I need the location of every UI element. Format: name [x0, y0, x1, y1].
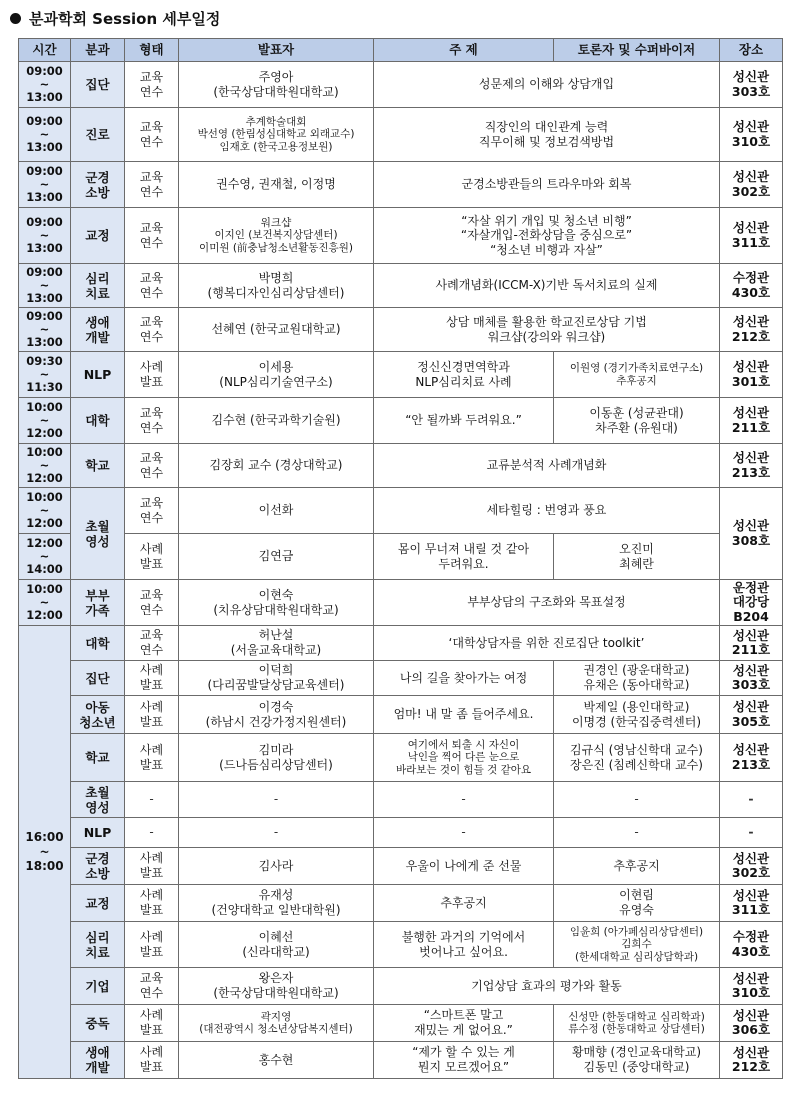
place-cell: 운정관 대강당 B204 [720, 580, 783, 626]
place-cell: 성신관 212호 [720, 1042, 783, 1079]
field-cell: 집단 [71, 62, 125, 108]
topic-cell: 군경소방관들의 트라우마와 회복 [374, 162, 720, 208]
place-cell: 성신관 306호 [720, 1005, 783, 1042]
table-row [19, 626, 783, 661]
type-cell: 교육 연수 [125, 626, 179, 661]
presenter-cell: 김사라 [179, 848, 374, 885]
type-cell: 교육 연수 [125, 308, 179, 352]
place-cell: 성신관 305호 [720, 696, 783, 734]
type-cell: - [125, 818, 179, 848]
time-cell: 10:00 ~ 12:00 [19, 398, 71, 444]
header-place: 장소 [720, 39, 783, 62]
field-cell: 대학 [71, 398, 125, 444]
table-row [19, 848, 783, 885]
presenter-cell: 이경숙 (하남시 건강가정지원센터) [179, 696, 374, 734]
type-cell: 사례 발표 [125, 352, 179, 398]
time-cell: 09:30 ~ 11:30 [19, 352, 71, 398]
presenter-cell: 곽지영 (대전광역시 청소년상담복지센터) [179, 1005, 374, 1042]
type-cell: 사례 발표 [125, 1005, 179, 1042]
table-row [19, 1042, 783, 1079]
topic-cell: “제가 할 수 있는 게 뭔지 모르겠어요” [374, 1042, 554, 1079]
presenter-cell: 워크샵 이지인 (보건복지상담센터) 이미원 (前충남청소년활동진흥원) [179, 208, 374, 264]
presenter-cell: - [179, 782, 374, 818]
time-cell: 10:00 ~ 12:00 [19, 580, 71, 626]
discussant-cell: 박제일 (용인대학교) 이명경 (한국집중력센터) [554, 696, 720, 734]
table-row [19, 1005, 783, 1042]
presenter-cell: - [179, 818, 374, 848]
field-cell: 교정 [71, 208, 125, 264]
table-row [19, 534, 783, 580]
presenter-cell: 추계학술대회 박선영 (한림성심대학교 외래교수) 임재호 (한국고용정보원) [179, 108, 374, 162]
place-cell: 성신관 303호 [720, 62, 783, 108]
type-cell: 교육 연수 [125, 108, 179, 162]
type-cell: 사례 발표 [125, 696, 179, 734]
topic-cell: 나의 길을 찾아가는 여정 [374, 661, 554, 696]
place-cell: 성신관 212호 [720, 308, 783, 352]
place-cell: 성신관 211호 [720, 626, 783, 661]
presenter-cell: 이혜선 (신라대학교) [179, 922, 374, 968]
type-cell: 교육 연수 [125, 208, 179, 264]
field-cell: 대학 [71, 626, 125, 661]
presenter-cell: 권수영, 권재철, 이정명 [179, 162, 374, 208]
discussant-cell: 이동훈 (성균관대) 차주환 (유원대) [554, 398, 720, 444]
field-cell: NLP [71, 352, 125, 398]
field-cell: 기업 [71, 968, 125, 1005]
type-cell: 사례 발표 [125, 661, 179, 696]
topic-cell: 직장인의 대인관계 능력 직무이해 및 정보검색방법 [374, 108, 720, 162]
header-time: 시간 [19, 39, 71, 62]
type-cell: 사례 발표 [125, 922, 179, 968]
presenter-cell: 유재성 (건양대학교 일반대학원) [179, 885, 374, 922]
topic-cell: 세타힐링 : 번영과 풍요 [374, 488, 720, 534]
topic-cell: 추후공지 [374, 885, 554, 922]
table-row [19, 308, 783, 352]
type-cell: 교육 연수 [125, 398, 179, 444]
presenter-cell: 김수현 (한국과학기술원) [179, 398, 374, 444]
topic-cell: - [374, 818, 554, 848]
place-cell: - [720, 782, 783, 818]
topic-cell: ‘대학상담자를 위한 진로집단 toolkit’ [374, 626, 720, 661]
place-cell: 성신관 311호 [720, 885, 783, 922]
type-cell: 사례 발표 [125, 1042, 179, 1079]
type-cell: 사례 발표 [125, 734, 179, 782]
time-cell: 09:00 ~ 13:00 [19, 264, 71, 308]
page-title-text: 분과학회 Session 세부일정 [29, 9, 221, 28]
discussant-cell: 김규식 (영남신학대 교수) 장은진 (침례신학대 교수) [554, 734, 720, 782]
presenter-cell: 박명희 (행복디자인심리상담센터) [179, 264, 374, 308]
place-cell: 성신관 213호 [720, 734, 783, 782]
topic-cell: 교류분석적 사례개념화 [374, 444, 720, 488]
place-cell: 성신관 303호 [720, 661, 783, 696]
time-cell: 09:00 ~ 13:00 [19, 62, 71, 108]
topic-cell: 성문제의 이해와 상담개입 [374, 62, 720, 108]
topic-cell: “스마트폰 말고 재밌는 게 없어요.” [374, 1005, 554, 1042]
header-topic: 주 제 [374, 39, 554, 62]
type-cell: - [125, 782, 179, 818]
place-cell: 성신관 302호 [720, 162, 783, 208]
field-cell: 생애 개발 [71, 308, 125, 352]
presenter-cell: 이세용 (NLP심리기술연구소) [179, 352, 374, 398]
time-cell: 10:00 ~ 12:00 [19, 444, 71, 488]
field-cell: 심리 치료 [71, 264, 125, 308]
table-row [19, 264, 783, 308]
header-type: 형태 [125, 39, 179, 62]
type-cell: 교육 연수 [125, 580, 179, 626]
table-row [19, 208, 783, 264]
header-presenter: 발표자 [179, 39, 374, 62]
table-row [19, 968, 783, 1005]
discussant-cell: 이현림 유영숙 [554, 885, 720, 922]
type-cell: 사례 발표 [125, 848, 179, 885]
topic-cell: “안 될까봐 두려워요.” [374, 398, 554, 444]
field-cell: 부부 가족 [71, 580, 125, 626]
time-cell: 16:00 ~ 18:00 [19, 626, 71, 1079]
topic-cell: “자살 위기 개입 및 청소년 비행” “자살개입-전화상담을 중심으로” “청소년 비행과 자살” [374, 208, 720, 264]
topic-cell: 엄마! 내 말 좀 들어주세요. [374, 696, 554, 734]
place-cell: 성신관 310호 [720, 968, 783, 1005]
field-cell: 집단 [71, 661, 125, 696]
table-row [19, 62, 783, 108]
time-cell: 09:00 ~ 13:00 [19, 162, 71, 208]
table-row [19, 818, 783, 848]
presenter-cell: 이덕희 (다리꿈발달상담교육센터) [179, 661, 374, 696]
type-cell: 교육 연수 [125, 488, 179, 534]
field-cell: 초월 영성 [71, 782, 125, 818]
field-cell: 초월 영성 [71, 488, 125, 580]
time-cell: 12:00 ~ 14:00 [19, 534, 71, 580]
topic-cell: 정신신경면역학과 NLP심리치료 사례 [374, 352, 554, 398]
presenter-cell: 홍수현 [179, 1042, 374, 1079]
topic-cell: 부부상담의 구조화와 목표설정 [374, 580, 720, 626]
type-cell: 사례 발표 [125, 885, 179, 922]
table-row [19, 922, 783, 968]
presenter-cell: 이현숙 (치유상담대학원대학교) [179, 580, 374, 626]
discussant-cell: 이원영 (경기가족치료연구소) 추후공지 [554, 352, 720, 398]
presenter-cell: 주영아 (한국상담대학원대학교) [179, 62, 374, 108]
discussant-cell: - [554, 818, 720, 848]
place-cell: 성신관 211호 [720, 398, 783, 444]
field-cell: 중독 [71, 1005, 125, 1042]
time-cell: 09:00 ~ 13:00 [19, 208, 71, 264]
type-cell: 교육 연수 [125, 162, 179, 208]
table-row [19, 734, 783, 782]
table-row [19, 782, 783, 818]
presenter-cell: 김연금 [179, 534, 374, 580]
table-row [19, 444, 783, 488]
table-row [19, 696, 783, 734]
topic-cell: 기업상담 효과의 평가와 활동 [374, 968, 720, 1005]
time-cell: 09:00 ~ 13:00 [19, 308, 71, 352]
type-cell: 교육 연수 [125, 444, 179, 488]
time-cell: 10:00 ~ 12:00 [19, 488, 71, 534]
discussant-cell: 오진미 최혜란 [554, 534, 720, 580]
field-cell: 진로 [71, 108, 125, 162]
presenter-cell: 김미라 (드나듬심리상담센터) [179, 734, 374, 782]
topic-cell: 상담 매체를 활용한 학교진로상담 기법 워크샵(강의와 워크샵) [374, 308, 720, 352]
place-cell: - [720, 818, 783, 848]
discussant-cell: 임윤희 (아가페심리상담센터) 김희수 (한세대학교 심리상담학과) [554, 922, 720, 968]
discussant-cell: - [554, 782, 720, 818]
table-row [19, 661, 783, 696]
schedule-table [18, 38, 783, 1079]
header-row [19, 39, 783, 62]
type-cell: 교육 연수 [125, 264, 179, 308]
topic-cell: 몸이 무너져 내릴 것 같아 두려워요. [374, 534, 554, 580]
place-cell: 성신관 311호 [720, 208, 783, 264]
table-row [19, 352, 783, 398]
place-cell: 성신관 302호 [720, 848, 783, 885]
table-row [19, 580, 783, 626]
presenter-cell: 김장회 교수 (경상대학교) [179, 444, 374, 488]
type-cell: 사례 발표 [125, 534, 179, 580]
field-cell: 학교 [71, 734, 125, 782]
place-cell: 성신관 301호 [720, 352, 783, 398]
time-cell: 09:00 ~ 13:00 [19, 108, 71, 162]
discussant-cell: 권경인 (광운대학교) 유채은 (동아대학교) [554, 661, 720, 696]
header-discussant: 토론자 및 수퍼바이저 [554, 39, 720, 62]
header-field: 분과 [71, 39, 125, 62]
presenter-cell: 이선화 [179, 488, 374, 534]
discussant-cell: 신성만 (한동대학교 심리학과) 류수정 (한동대학교 상담센터) [554, 1005, 720, 1042]
field-cell: 군경 소방 [71, 162, 125, 208]
topic-cell: 사례개념화(ICCM-X)기반 독서치료의 실제 [374, 264, 720, 308]
place-cell: 성신관 213호 [720, 444, 783, 488]
table-row [19, 108, 783, 162]
field-cell: 교정 [71, 885, 125, 922]
place-cell: 수정관 430호 [720, 264, 783, 308]
type-cell: 교육 연수 [125, 968, 179, 1005]
field-cell: 생애 개발 [71, 1042, 125, 1079]
topic-cell: - [374, 782, 554, 818]
bullet-icon [10, 13, 21, 24]
discussant-cell: 황매향 (경인교육대학교) 김동민 (중앙대학교) [554, 1042, 720, 1079]
presenter-cell: 허난설 (서울교육대학교) [179, 626, 374, 661]
topic-cell: 우울이 나에게 준 선물 [374, 848, 554, 885]
place-cell: 성신관 308호 [720, 488, 783, 580]
table-row [19, 488, 783, 534]
page-title [10, 6, 220, 30]
table-row [19, 162, 783, 208]
presenter-cell: 선혜연 (한국교원대학교) [179, 308, 374, 352]
discussant-cell: 추후공지 [554, 848, 720, 885]
topic-cell: 불행한 과거의 기억에서 벗어나고 싶어요. [374, 922, 554, 968]
table-row [19, 885, 783, 922]
field-cell: 아동 청소년 [71, 696, 125, 734]
place-cell: 수정관 430호 [720, 922, 783, 968]
field-cell: NLP [71, 818, 125, 848]
field-cell: 심리 치료 [71, 922, 125, 968]
presenter-cell: 왕은자 (한국상담대학원대학교) [179, 968, 374, 1005]
field-cell: 학교 [71, 444, 125, 488]
type-cell: 교육 연수 [125, 62, 179, 108]
field-cell: 군경 소방 [71, 848, 125, 885]
table-row [19, 398, 783, 444]
topic-cell: 여기에서 퇴출 시 자신이 낙인을 찍어 다른 눈으로 바라보는 것이 힘들 것 같아요 [374, 734, 554, 782]
place-cell: 성신관 310호 [720, 108, 783, 162]
